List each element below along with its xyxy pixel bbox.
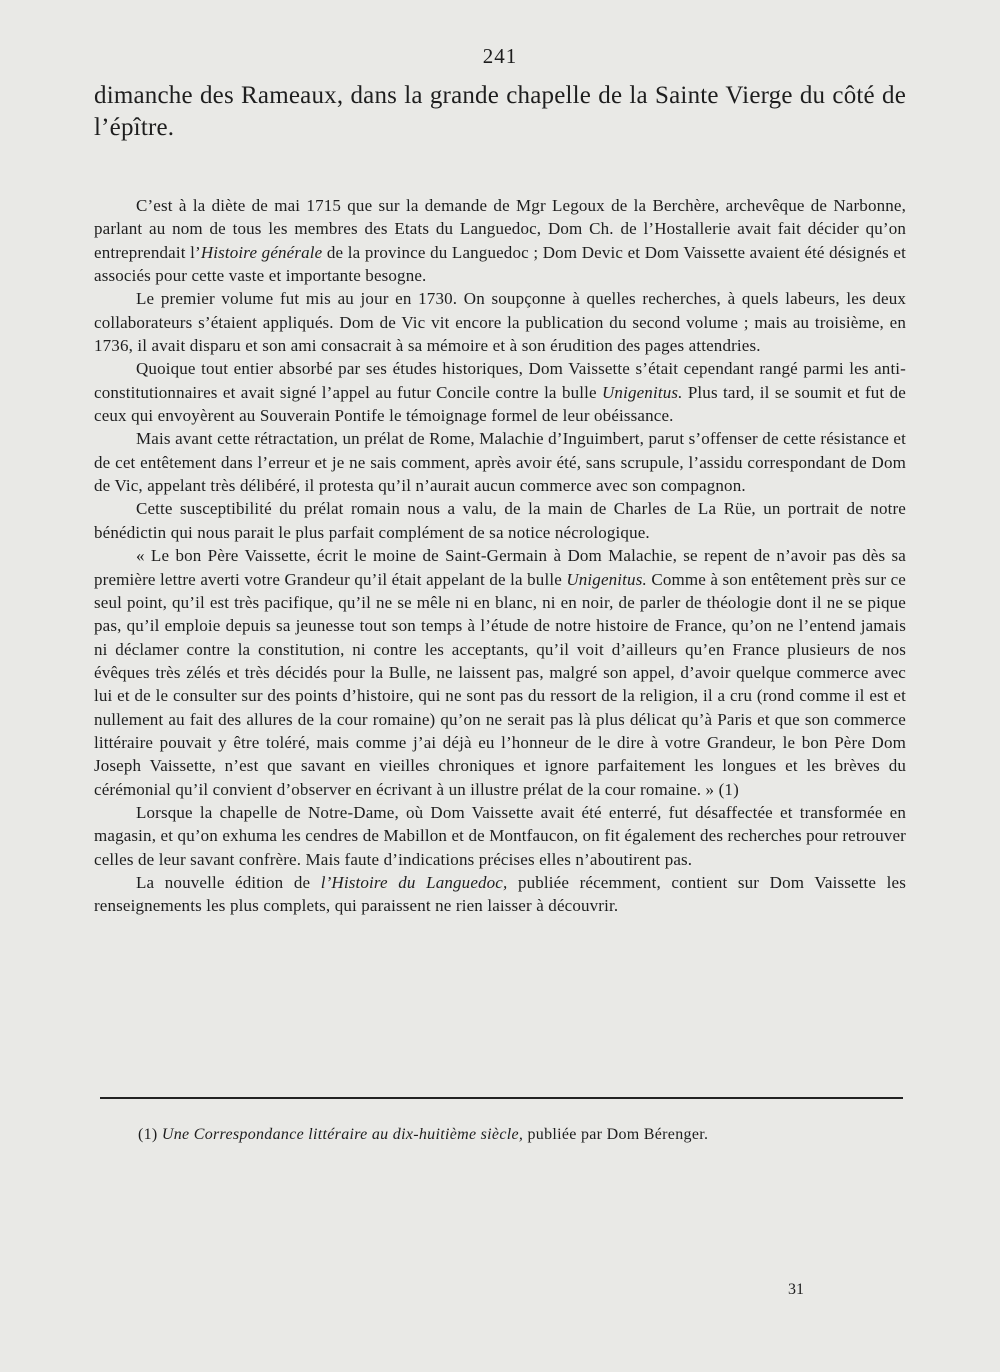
printer-signature-mark: 31 bbox=[788, 1281, 804, 1298]
opening-line: dimanche des Rameaux, dans la grande chapelle de la Sainte Vierge du côté de l’épître. bbox=[94, 82, 906, 141]
paragraph-quoted-letter: « Le bon Père Vaissette, écrit le moine de Saint-Germain à Dom Malachie, se repent de n’avoir pas dès sa première lettre averti votre Grandeur qu’il était appelant de la bulle Unigenitus. Comme à son entêtement près sur ce seul point, qu’il est très pacifique, qu’il ne se mêle ni en blanc, ni en noir, de parler de théologie dont il ne se pique pas, qu’il emploie depuis sa jeunesse tout son temps à l’étude de notre histoire de France, qu’on ne l’entend jamais ni déclamer contre la constitution, ni contre les acceptants, qu’il voit d’ailleurs qu’en France plusieurs de nos évêques très zélés et très décidés pour la Bulle, ne laissent pas, malgré son appel, d’avoir quelque commerce avec lui et de le consulter sur des points d’histoire, qui ne sont pas du ressort de la religion, il a cru (rond comme il est et nullement au fait des allures de la cour romaine) qu’on ne serait pas là plus délicat qu’à Paris et que son commerce littéraire pouvait y être toléré, mais comme j’ai déjà eu l’honneur de le dire à votre Grandeur, le bon Père Dom Joseph Vaissette, n’est que savant en vieilles chroniques et ignore parfaitement les longues et les brèves du cérémonial qu’il convient d’observer en écrivant à un illustre prélat de la cour romaine. » (1) bbox=[94, 546, 906, 799]
footnote-rest: publiée par Dom Bérenger. bbox=[523, 1126, 709, 1143]
paragraph-chapelle-notre-dame: Lorsque la chapelle de Notre-Dame, où Dom Vaissette avait été enterré, fut désaffectée et transformée en magasin, et qu’on exhuma les cendres de Mabillon et de Montfaucon, on fit également des recherches pour retrouver celles de leur savant confrère. Mais faute d’indications précises elles n’aboutirent pas. bbox=[94, 802, 906, 869]
paragraph-susceptibilite: Cette susceptibilité du prélat romain nous a valu, de la main de Charles de La Rüe, un portrait de notre bénédictin qui nous parait le plus parfait complément de sa notice nécrologique. bbox=[94, 499, 906, 542]
page-number: 241 bbox=[482, 44, 518, 68]
footnote-title: Une Correspondance littéraire au dix-huitième siècle, bbox=[161, 1126, 524, 1143]
paragraph-histoire-generale: C’est à la diète de mai 1715 que sur la demande de Mgr Legoux de la Berchère, archevêque de Narbonne, parlant au nom de tous les membres des Etats du Languedoc, Dom Ch. de l’Hostallerie avait fait décider qu’on entreprendait l’Histoire générale de la province du Languedoc ; Dom Devic et Dom Vaissette avaient été désignés et associés pour cette vaste et importante besogne. bbox=[94, 196, 906, 286]
main-text bbox=[94, 80, 906, 918]
paragraph-premier-volume: Le premier volume fut mis au jour en 1730. On soupçonne à quelles recherches, à quels labeurs, les deux collaborateurs s’étaient appliqués. Dom de Vic vit encore la publication du second volume ; mais au troisième, en 1736, il avait disparu et son ami consacrait à sa mémoire et à son érudition des pages attendries. bbox=[94, 289, 906, 356]
paragraph-anti-constitutionnaires: Quoique tout entier absorbé par ses études historiques, Dom Vaissette s’était cependant rangé parmi les anti-constitutionnaires et avait signé l’appel au futur Concile contre la bulle Unigenitus. Plus tard, il se soumit et fut de ceux qui envoyèrent au Souverain Pontife le témoignage formel de leur obéissance. bbox=[94, 359, 906, 426]
paragraph-nouvelle-edition: La nouvelle édition de l’Histoire du Languedoc, publiée récemment, contient sur Dom Vaissette les renseignements les plus complets, qui paraissent ne rien laisser à découvrir. bbox=[94, 872, 906, 916]
paragraph-retractation: Mais avant cette rétractation, un prélat de Rome, Malachie d’Inguimbert, parut s’offenser de cette résistance et de cet entêtement dans l’erreur et je ne sais comment, après avoir été, sans scrupule, l’assidu correspondant de Dom de Vic, appelant très délibéré, il protesta qu’il n’aurait aucun commerce avec son compagnon. bbox=[94, 429, 906, 496]
footnote bbox=[138, 1125, 858, 1145]
footnote-marker: (1) bbox=[138, 1126, 158, 1143]
body-text bbox=[94, 194, 906, 918]
footnote-divider bbox=[100, 1097, 903, 1099]
